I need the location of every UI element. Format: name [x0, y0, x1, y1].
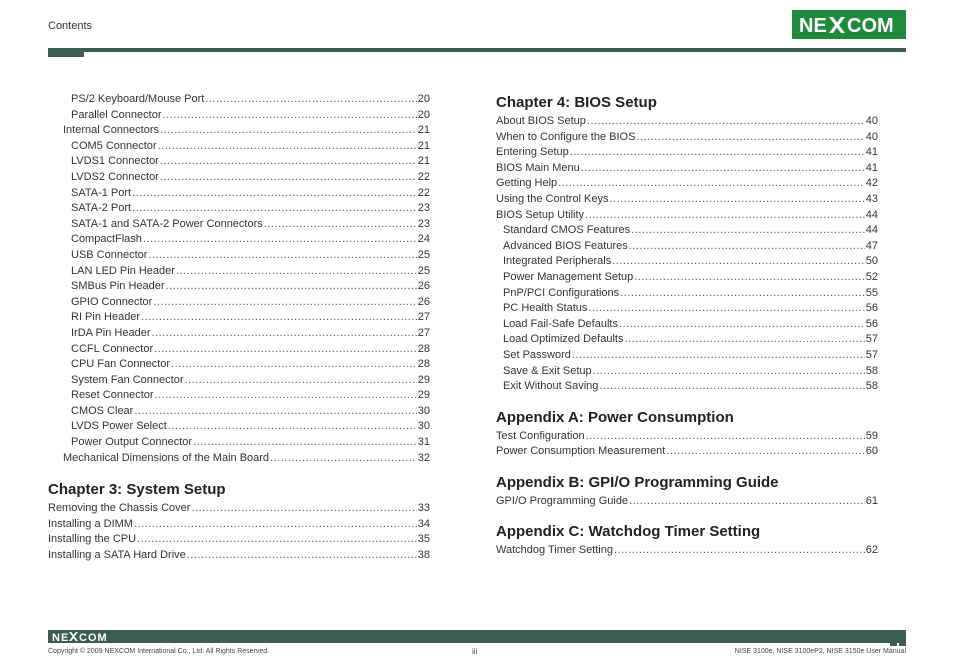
toc-entry[interactable]: [496, 364, 878, 380]
toc-entry[interactable]: [48, 139, 430, 155]
toc-leader-dots: [270, 451, 417, 467]
toc-entry[interactable]: [496, 114, 878, 130]
toc-entry[interactable]: [496, 444, 878, 460]
toc-leader-dots: [624, 332, 864, 348]
toc-entry[interactable]: [496, 270, 878, 286]
toc-entry-title: IrDA Pin Header: [71, 326, 151, 339]
toc-entry-page: 55: [865, 286, 878, 299]
toc-entry-page: 34: [417, 517, 430, 530]
toc-entry-title: Using the Control Keys: [496, 192, 609, 205]
toc-entry[interactable]: [496, 286, 878, 302]
toc-entry-title: CMOS Clear: [71, 404, 134, 417]
toc-entry-title: GPI/O Programming Guide: [496, 494, 629, 507]
toc-entry[interactable]: [48, 373, 430, 389]
toc-leader-dots: [570, 145, 865, 161]
toc-entry[interactable]: [496, 176, 878, 192]
toc-entry-page: 21: [417, 155, 430, 168]
toc-entry-page: 61: [865, 494, 878, 507]
toc-leader-dots: [166, 279, 417, 295]
toc-entry-page: 58: [865, 380, 878, 393]
toc-entry[interactable]: [496, 494, 878, 510]
toc-leader-dots: [134, 404, 416, 420]
toc-entry[interactable]: [48, 451, 430, 467]
toc-entry[interactable]: [496, 208, 878, 224]
toc-entry[interactable]: [496, 301, 878, 317]
toc-entry-page: 38: [417, 549, 430, 562]
toc-entry[interactable]: [496, 379, 878, 395]
toc-entry[interactable]: [48, 232, 430, 248]
header-rule: [48, 48, 906, 52]
toc-entry-page: 41: [865, 146, 878, 159]
toc-entry-title: Installing a SATA Hard Drive: [48, 549, 186, 562]
toc-leader-dots: [132, 201, 417, 217]
toc-entry-title: Parallel Connector: [71, 108, 162, 121]
toc-entry-page: 50: [865, 255, 878, 268]
toc-leader-dots: [153, 295, 416, 311]
toc-entry-title: SATA-2 Port: [71, 202, 132, 215]
toc-leader-dots: [610, 192, 865, 208]
toc-entry-page: 35: [417, 533, 430, 546]
toc-entry-page: 40: [865, 115, 878, 127]
toc-entry-title: Exit Without Saving: [503, 380, 599, 393]
toc-entry-page: 33: [417, 502, 430, 515]
toc-entry-page: 58: [865, 364, 878, 377]
toc-entry[interactable]: [48, 532, 430, 548]
toc-entry-title: Getting Help: [496, 177, 558, 190]
toc-entry-page: 56: [865, 302, 878, 315]
toc-entry-page: 20: [417, 93, 430, 105]
toc-entry[interactable]: [48, 310, 430, 326]
chapter4-list: [496, 114, 878, 395]
toc-entry-title: About BIOS Setup: [496, 115, 586, 127]
toc-entry-title: USB Connector: [71, 248, 148, 261]
toc-entry[interactable]: [48, 295, 430, 311]
toc-leader-dots: [585, 208, 865, 224]
toc-entry-page: 27: [417, 311, 430, 324]
toc-entry[interactable]: [496, 254, 878, 270]
toc-leader-dots: [132, 186, 417, 202]
appendix-b-list: [496, 494, 878, 510]
page-number: iii: [472, 647, 478, 656]
toc-entry[interactable]: [496, 161, 878, 177]
toc-entry-page: 57: [865, 348, 878, 361]
appendix-b-heading: Appendix B: GPI/O Programming Guide: [496, 473, 779, 491]
toc-leader-dots: [154, 342, 417, 358]
toc-entry-page: 31: [417, 436, 430, 449]
toc-leader-dots: [187, 548, 417, 564]
toc-left-column: [48, 92, 430, 564]
toc-leader-dots: [160, 154, 417, 170]
toc-entry-page: 43: [865, 192, 878, 205]
toc-entry-page: 29: [417, 373, 430, 386]
toc-leader-dots: [619, 317, 865, 333]
toc-entry-page: 26: [417, 295, 430, 308]
toc-entry[interactable]: [48, 108, 430, 124]
toc-entry-page: 25: [417, 264, 430, 277]
toc-entry-title: RI Pin Header: [71, 311, 141, 324]
toc-entry-title: PS/2 Keyboard/Mouse Port: [71, 93, 205, 105]
toc-leader-dots: [176, 264, 417, 280]
toc-leader-dots: [160, 170, 417, 186]
toc-entry-page: 27: [417, 326, 430, 339]
toc-entry[interactable]: [496, 317, 878, 333]
toc-entry-page: 26: [417, 280, 430, 293]
toc-entry[interactable]: [496, 223, 878, 239]
footer-copyright: Copyright © 2009 NEXCOM International Co., Ltd. All Rights Reserved.: [48, 648, 270, 655]
toc-entry-title: Internal Connectors: [63, 124, 159, 137]
toc-entry[interactable]: [48, 435, 430, 451]
toc-entry-title: Power Management Setup: [503, 270, 634, 283]
toc-entry-title: LVDS Power Select: [71, 420, 167, 433]
appendix-c-heading: Appendix C: Watchdog Timer Setting: [496, 523, 761, 541]
header-tab: [48, 48, 84, 57]
toc-leader-dots: [205, 92, 416, 108]
toc-leader-dots: [143, 232, 417, 248]
toc-entry-page: 24: [417, 233, 430, 246]
toc-entry[interactable]: [496, 239, 878, 255]
toc-leader-dots: [612, 254, 865, 270]
toc-leader-dots: [666, 444, 864, 460]
appendix-a-heading: Appendix A: Power Consumption: [496, 408, 734, 426]
toc-entry-title: CPU Fan Connector: [71, 358, 171, 371]
toc-entry[interactable]: [496, 429, 878, 445]
toc-entry-title: System Fan Connector: [71, 373, 184, 386]
toc-leader-dots: [636, 130, 864, 146]
toc-leader-dots: [599, 379, 864, 395]
toc-entry-title: PnP/PCI Configurations: [503, 286, 620, 299]
toc-entry-title: COM5 Connector: [71, 139, 157, 152]
toc-entry[interactable]: [496, 130, 878, 146]
toc-entry-page: 44: [865, 208, 878, 221]
toc-leader-dots: [593, 364, 865, 380]
toc-leader-dots: [558, 176, 865, 192]
toc-right-column: [496, 92, 878, 559]
toc-entry-page: 23: [417, 202, 430, 215]
toc-entry[interactable]: [48, 404, 430, 420]
toc-entry-page: 30: [417, 420, 430, 433]
toc-entry-page: 21: [417, 139, 430, 152]
toc-leader-dots: [264, 217, 417, 233]
toc-entry-title: Set Password: [503, 348, 571, 361]
toc-entry-title: Entering Setup: [496, 146, 569, 159]
toc-entry-page: 57: [865, 333, 878, 346]
nexcom-logo: [792, 10, 906, 39]
toc-entry-title: SATA-1 and SATA-2 Power Connectors: [71, 217, 263, 230]
toc-leader-dots: [168, 419, 417, 435]
toc-entry[interactable]: [496, 145, 878, 161]
toc-entry-page: 28: [417, 342, 430, 355]
toc-entry-page: 23: [417, 217, 430, 230]
toc-entry-title: When to Configure the BIOS: [496, 130, 636, 143]
toc-left-list: [48, 92, 430, 466]
toc-entry[interactable]: [48, 217, 430, 233]
toc-entry-page: 56: [865, 317, 878, 330]
toc-leader-dots: [620, 286, 865, 302]
toc-entry-page: 41: [865, 161, 878, 174]
toc-entry-title: Watchdog Timer Setting: [496, 544, 613, 557]
toc-entry-title: Power Output Connector: [71, 436, 193, 449]
manual-title: NISE 3100e, NISE 3100eP2, NISE 3150e User Manual: [734, 648, 906, 655]
toc-entry[interactable]: [48, 501, 430, 517]
toc-entry-title: Integrated Peripherals: [503, 255, 612, 268]
toc-entry-page: 44: [865, 224, 878, 237]
toc-entry[interactable]: [48, 548, 430, 564]
toc-entry-title: GPIO Connector: [71, 295, 153, 308]
header-label: Contents: [48, 20, 93, 32]
toc-entry-page: 32: [417, 451, 430, 464]
toc-leader-dots: [631, 223, 865, 239]
toc-leader-dots: [629, 239, 865, 255]
toc-leader-dots: [581, 161, 865, 177]
toc-leader-dots: [163, 108, 417, 124]
toc-entry-title: Installing the CPU: [48, 533, 137, 546]
toc-entry-title: Advanced BIOS Features: [503, 239, 628, 252]
toc-entry-title: LVDS2 Connector: [71, 170, 159, 183]
chapter3-list: [48, 501, 430, 563]
toc-leader-dots: [148, 248, 416, 264]
toc-entry-title: CCFL Connector: [71, 342, 154, 355]
toc-entry-title: BIOS Setup Utility: [496, 208, 585, 221]
toc-entry[interactable]: [48, 517, 430, 533]
toc-entry[interactable]: [48, 248, 430, 264]
toc-entry[interactable]: [48, 186, 430, 202]
toc-entry-title: LAN LED Pin Header: [71, 264, 175, 277]
toc-leader-dots: [155, 388, 417, 404]
toc-entry-page: 21: [417, 124, 430, 137]
toc-leader-dots: [587, 114, 865, 130]
toc-entry[interactable]: [496, 332, 878, 348]
toc-entry[interactable]: [496, 348, 878, 364]
chapter3-heading: Chapter 3: System Setup: [48, 481, 226, 499]
toc-leader-dots: [614, 543, 865, 559]
toc-entry-title: PC Health Status: [503, 302, 588, 315]
toc-entry-page: 59: [865, 429, 878, 442]
appendix-c-list: [496, 543, 878, 559]
footer-logo-mark: [52, 630, 110, 643]
toc-leader-dots: [158, 139, 417, 155]
svg-text:NE: NE: [52, 632, 70, 643]
toc-entry-title: CompactFlash: [71, 233, 142, 246]
toc-entry-title: Standard CMOS Features: [503, 224, 631, 237]
svg-text:COM: COM: [847, 14, 894, 37]
toc-leader-dots: [171, 357, 417, 373]
toc-entry-page: 25: [417, 248, 430, 261]
toc-leader-dots: [572, 348, 865, 364]
svg-text:COM: COM: [79, 632, 108, 643]
toc-entry-title: Save & Exit Setup: [503, 364, 592, 377]
toc-entry[interactable]: [48, 170, 430, 186]
toc-leader-dots: [134, 517, 417, 533]
toc-leader-dots: [137, 532, 417, 548]
toc-entry[interactable]: [496, 192, 878, 208]
toc-entry[interactable]: [48, 388, 430, 404]
footer-bar: [48, 630, 906, 643]
footer-logo: [52, 630, 110, 643]
toc-entry-title: Test Configuration: [496, 429, 585, 442]
toc-entry[interactable]: [48, 326, 430, 342]
toc-entry-page: 28: [417, 358, 430, 371]
corner-squares-icon: [890, 630, 906, 646]
toc-entry[interactable]: [48, 419, 430, 435]
toc-entry[interactable]: [496, 543, 878, 559]
toc-entry-page: 47: [865, 239, 878, 252]
toc-entry[interactable]: [48, 92, 430, 108]
toc-entry-title: Load Optimized Defaults: [503, 333, 624, 346]
toc-entry-page: 60: [865, 445, 878, 458]
toc-entry-page: 22: [417, 186, 430, 199]
toc-leader-dots: [629, 494, 865, 510]
toc-entry-page: 42: [865, 177, 878, 190]
toc-entry[interactable]: [48, 357, 430, 373]
nexcom-logo-mark: [795, 13, 903, 37]
toc-entry[interactable]: [48, 279, 430, 295]
toc-entry-title: Mechanical Dimensions of the Main Board: [63, 451, 270, 464]
toc-entry-title: SATA-1 Port: [71, 186, 132, 199]
toc-leader-dots: [151, 326, 416, 342]
toc-leader-dots: [160, 123, 417, 139]
toc-entry-page: 40: [865, 130, 878, 143]
toc-entry[interactable]: [48, 264, 430, 280]
toc-entry-title: BIOS Main Menu: [496, 161, 580, 174]
toc-leader-dots: [634, 270, 865, 286]
svg-text:NE: NE: [799, 14, 827, 37]
toc-entry-page: 29: [417, 389, 430, 402]
toc-leader-dots: [141, 310, 417, 326]
toc-entry[interactable]: [48, 342, 430, 358]
toc-leader-dots: [185, 373, 417, 389]
toc-entry-title: Reset Connector: [71, 389, 154, 402]
toc-leader-dots: [193, 435, 417, 451]
toc-entry[interactable]: [48, 123, 430, 139]
toc-leader-dots: [586, 429, 865, 445]
toc-leader-dots: [191, 501, 416, 517]
chapter4-heading: Chapter 4: BIOS Setup: [496, 94, 657, 111]
toc-entry-title: Power Consumption Measurement: [496, 445, 666, 458]
toc-leader-dots: [588, 301, 864, 317]
toc-entry-page: 52: [865, 270, 878, 283]
toc-entry-title: Load Fail-Safe Defaults: [503, 317, 618, 330]
toc-entry-page: 62: [865, 544, 878, 557]
toc-entry-title: Installing a DIMM: [48, 517, 133, 530]
toc-entry-page: 22: [417, 170, 430, 183]
toc-entry-title: LVDS1 Connector: [71, 155, 159, 168]
toc-entry-title: Removing the Chassis Cover: [48, 502, 191, 515]
toc-entry[interactable]: [48, 154, 430, 170]
appendix-a-list: [496, 429, 878, 460]
toc-entry-page: 30: [417, 404, 430, 417]
toc-entry-title: SMBus Pin Header: [71, 280, 165, 293]
toc-entry-page: 20: [417, 108, 430, 121]
toc-entry[interactable]: [48, 201, 430, 217]
